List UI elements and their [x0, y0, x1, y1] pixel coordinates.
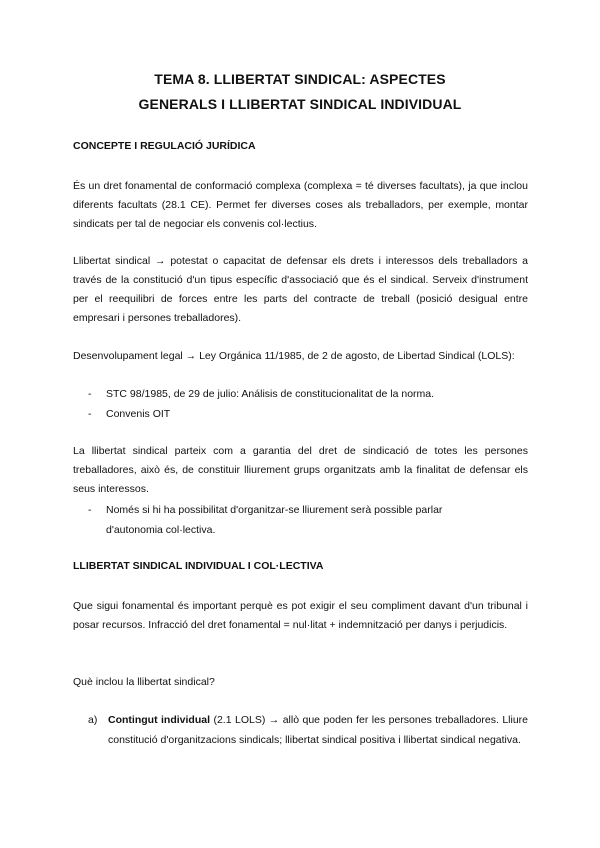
- dash-bullet: -: [88, 504, 92, 516]
- section-heading-llibertat: LLIBERTAT SINDICAL INDIVIDUAL I COL·LECTIVA: [73, 560, 324, 572]
- paragraph-llibertat-sindical: Llibertat sindical → potestat o capacitat de defensar els drets i interessos dels treballadors a través de la constitució d'un tipus específic d'associació que és el sindical. Serveix d'instrument per el reequilibri de forces entre les parts del contracte de treball (posició desigual entre empresari i persones treballadores).: [73, 255, 528, 324]
- item-marker: a): [88, 714, 98, 726]
- item-contingut-individual: [88, 711, 528, 750]
- dash-bullet: -: [88, 407, 92, 420]
- item-text: (2.1 LOLS) → allò que poden fer les persones treballadores. Lliure constitució d'organitzacions sindicals; llibertat sindical positiva i llibertat sindical negativa.: [108, 714, 529, 746]
- paragraph-desenvolupament-legal: Desenvolupament legal → Ley Orgánica 11/1985, de 2 de agosto, de Libertad Sindical (LOLS):: [73, 350, 515, 362]
- item-body: [108, 711, 528, 750]
- list-item: [88, 385, 528, 405]
- document-title-line-2: GENERALS I LLIBERTAT SINDICAL INDIVIDUAL: [138, 96, 462, 112]
- list-legal-sources: [88, 385, 528, 424]
- paragraph-definition: És un dret fonamental de conformació complexa (complexa = té diverses facultats), ja que inclou diferents facultats (28.1 CE). Permet fer diverses coses als treballadors, per exemple, montar sindicats per tal de negociar els convenis col·lectius.: [73, 180, 528, 230]
- list-item-text: STC 98/1985, de 29 de julio: Análisis de constitucionalitat de la norma.: [106, 388, 435, 400]
- paragraph-question: Què inclou la llibertat sindical?: [73, 676, 215, 688]
- list-autonomia: [88, 501, 478, 540]
- list-item: [88, 501, 478, 540]
- paragraph-fonamental: Que sigui fonamental és important perquè es pot exigir el seu compliment davant d'un tribunal i posar recursos. Infracció del dret fonamental = nul·litat + indemnització per danys i perjudicis.: [73, 600, 528, 631]
- paragraph-garantia: La llibertat sindical parteix com a garantia del dret de sindicació de totes les persones treballadores, això és, de constituir lliurement grups organitzats amb la finalitat de defensar els seus interessos.: [73, 445, 528, 495]
- document-title-line-1: TEMA 8. LLIBERTAT SINDICAL: ASPECTES: [154, 71, 446, 87]
- list-item-text: Només si hi ha possibilitat d'organitzar-se lliurement serà possible parlar d'autonomia col·lectiva.: [106, 504, 443, 536]
- section-heading-concepte: CONCEPTE I REGULACIÓ JURÍDICA: [73, 140, 256, 152]
- item-bold-term: Contingut individual: [108, 714, 211, 726]
- dash-bullet: -: [88, 388, 92, 400]
- list-item: [88, 405, 528, 425]
- list-item-text: Convenis OIT: [106, 407, 171, 420]
